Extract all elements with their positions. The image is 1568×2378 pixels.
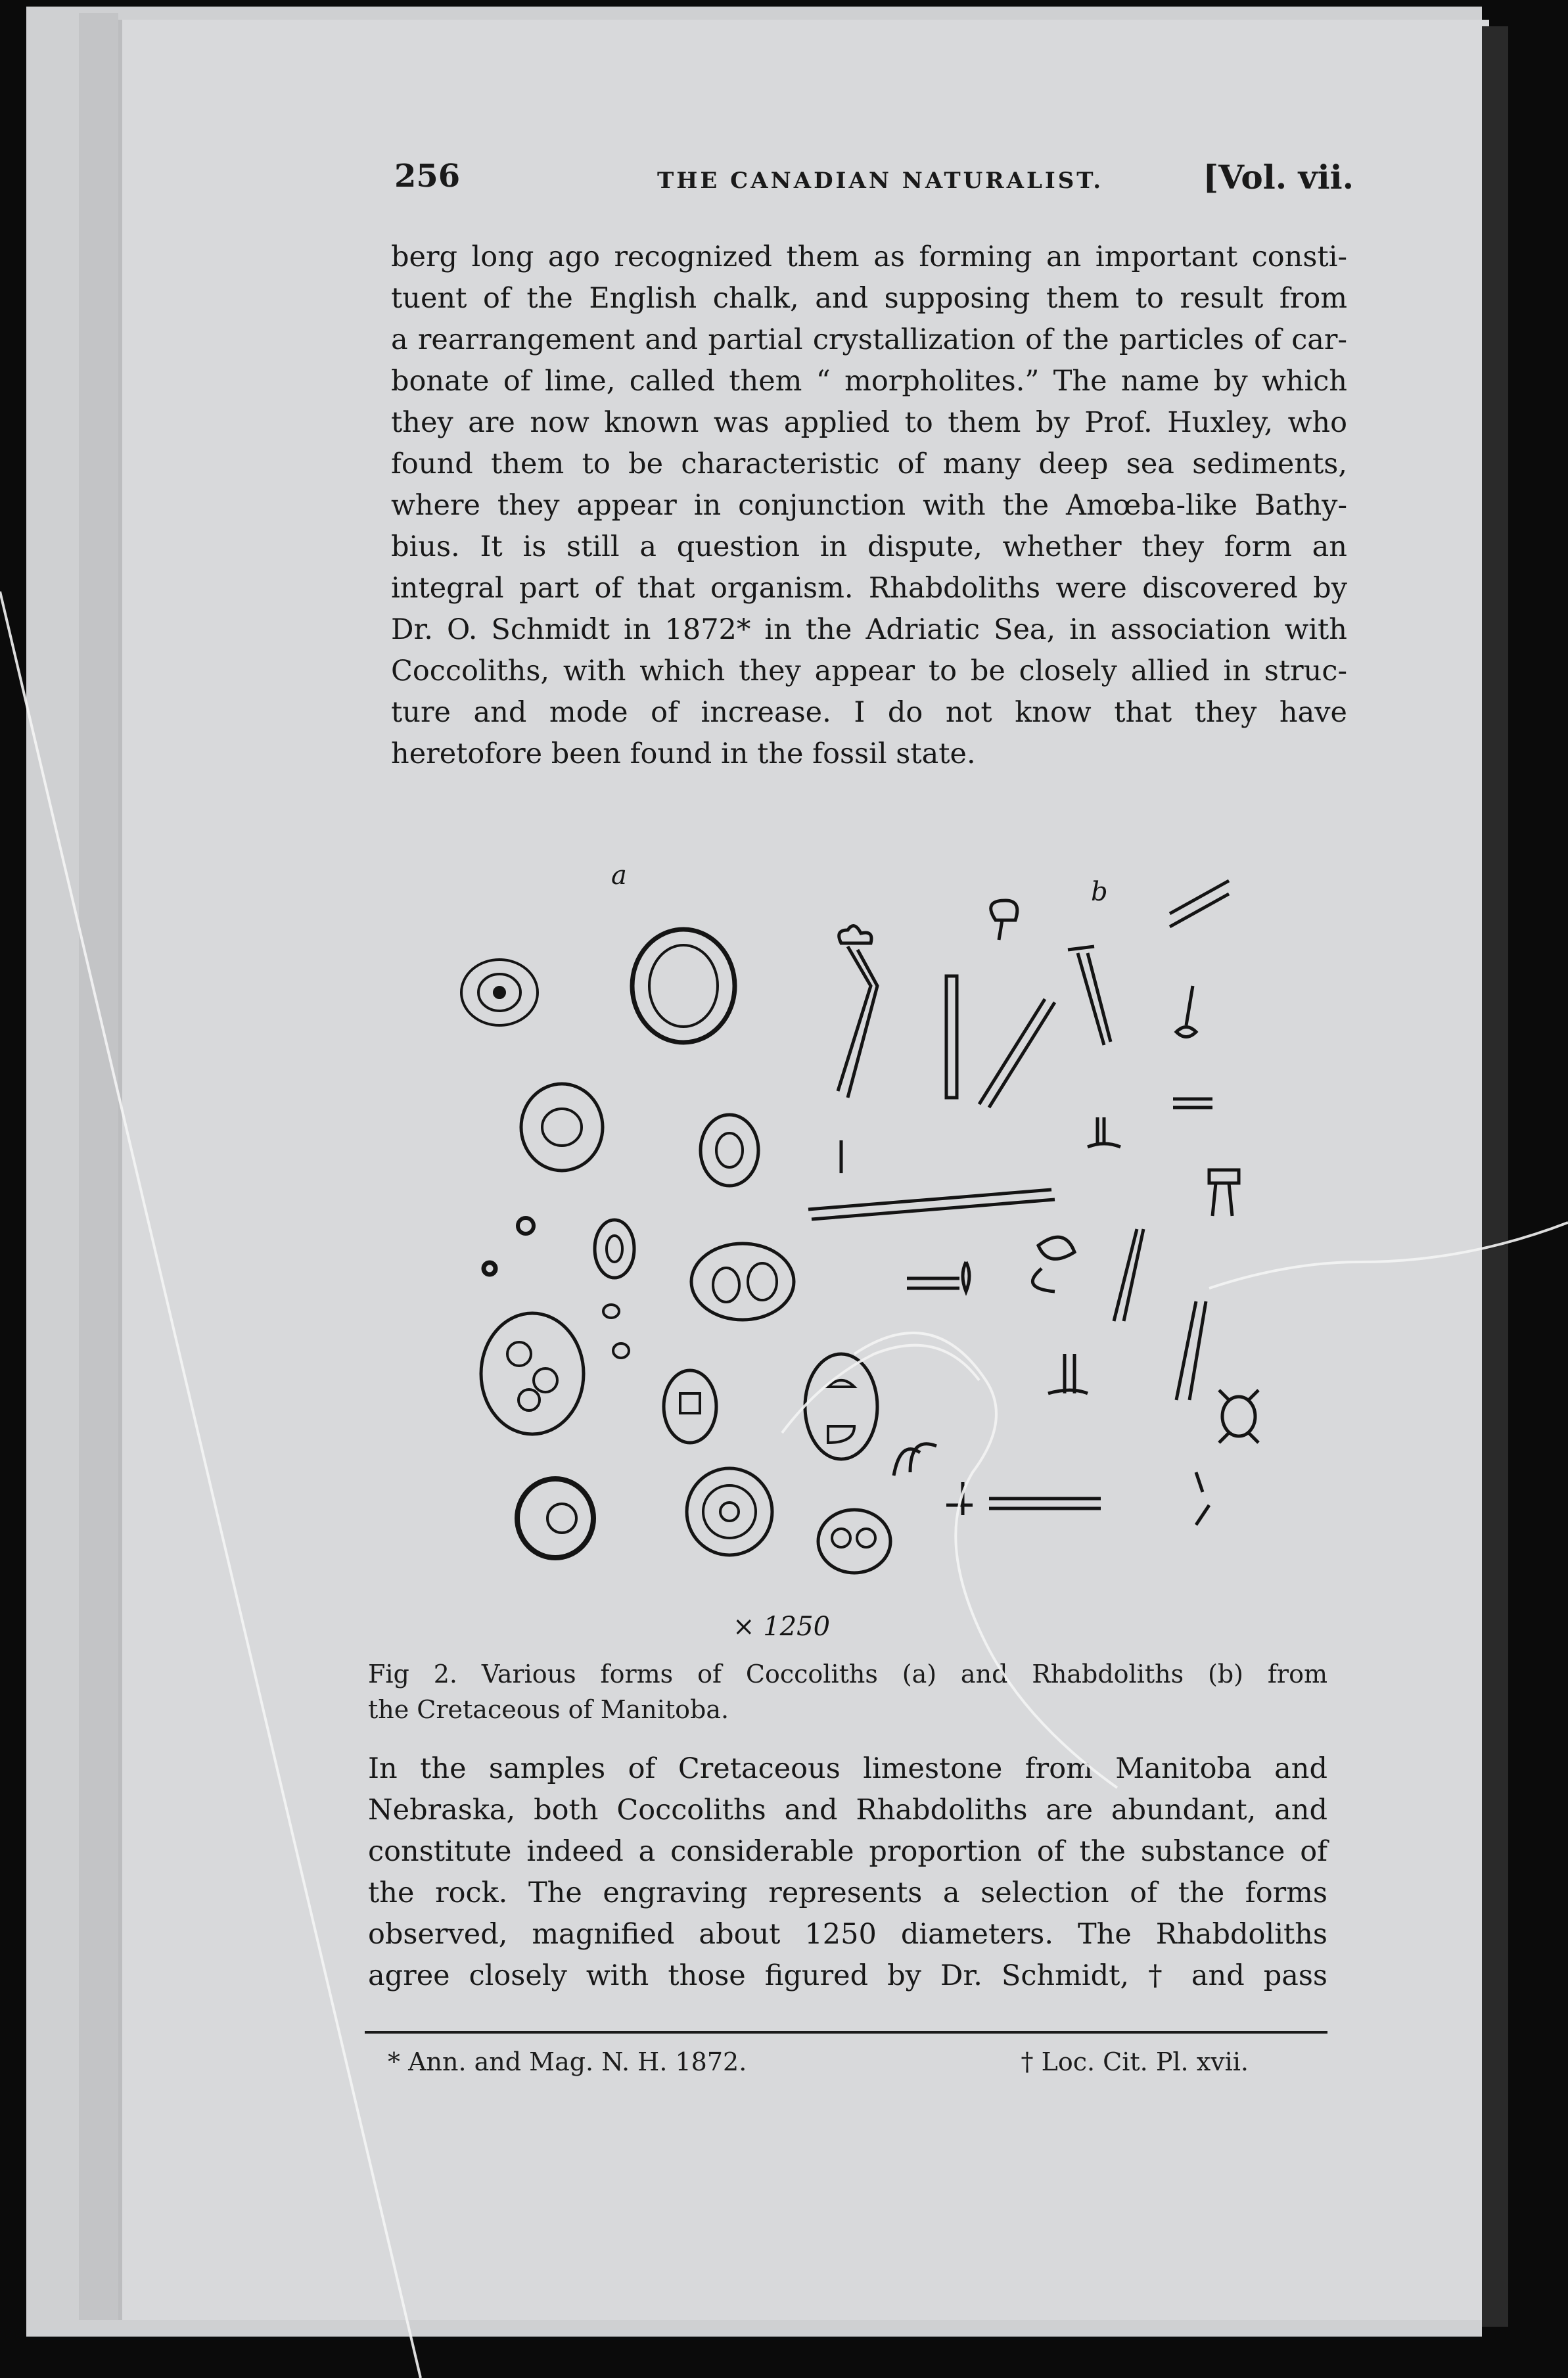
page-number: 256 bbox=[394, 158, 461, 195]
caption-line: the Cretaceous of Manitoba. bbox=[368, 1695, 729, 1724]
page-edge-strip bbox=[79, 13, 118, 2320]
footnote-right: † Loc. Cit. Pl. xvii. bbox=[1021, 2047, 1249, 2076]
text-line: Coccoliths, with which they appear to be closely allied in struc- bbox=[391, 655, 1347, 688]
caption-line: Fig 2. Various forms of Coccoliths (a) and Rhabdoliths (b) from bbox=[368, 1660, 1327, 1689]
text-line: heretofore been found in the fossil state. bbox=[391, 737, 976, 770]
text-line: they are now known was applied to them by Prof. Huxley, who bbox=[391, 406, 1347, 439]
figure-coccoliths-rhabdoliths bbox=[447, 854, 1301, 1663]
figure-label-a: a bbox=[611, 860, 627, 891]
figure-drawing bbox=[447, 854, 1301, 1663]
text-line: ture and mode of increase. I do not know that they have bbox=[391, 696, 1347, 729]
figure-caption bbox=[368, 1656, 1327, 1727]
text-line: tuent of the English chalk, and supposing them to result from bbox=[391, 282, 1347, 315]
text-line: integral part of that organism. Rhabdoliths were discovered by bbox=[391, 572, 1347, 605]
journal-title: THE CANADIAN NATURALIST. bbox=[657, 168, 1104, 194]
paragraph-1 bbox=[391, 237, 1347, 775]
coccolith-group bbox=[461, 929, 890, 1573]
text-line: a rearrangement and partial crystallization of the particles of car- bbox=[391, 323, 1347, 356]
footnotes bbox=[388, 2047, 1308, 2087]
paragraph-2 bbox=[368, 1748, 1327, 1997]
text-line: observed, magnified about 1250 diameters. The Rhabdoliths bbox=[368, 1918, 1327, 1951]
text-line: berg long ago recognized them as forming an important consti- bbox=[391, 241, 1347, 273]
book-spine-shadow bbox=[1482, 26, 1508, 2327]
magnification-label: × 1250 bbox=[733, 1612, 831, 1642]
text-line: found them to be characteristic of many deep sea sediments, bbox=[391, 448, 1347, 480]
text-line: In the samples of Cretaceous limestone from Manitoba and bbox=[368, 1752, 1327, 1785]
text-line: Dr. O. Schmidt in 1872* in the Adriatic Sea, in association with bbox=[391, 613, 1347, 646]
running-head bbox=[394, 158, 1354, 210]
footnote-rule bbox=[365, 2031, 1327, 2034]
text-line: constitute indeed a considerable proportion of the substance of bbox=[368, 1835, 1327, 1868]
footnote-left: * Ann. and Mag. N. H. 1872. bbox=[388, 2047, 747, 2076]
text-line: agree closely with those figured by Dr. Schmidt, † and pass bbox=[368, 1959, 1327, 1992]
text-line: bius. It is still a question in dispute, whether they form an bbox=[391, 530, 1347, 563]
text-line: the rock. The engraving represents a selection of the forms bbox=[368, 1877, 1327, 1909]
text-line: where they appear in conjunction with the Amœba-like Bathy- bbox=[391, 489, 1347, 522]
text-line: bonate of lime, called them “ morpholites.” The name by which bbox=[391, 365, 1347, 398]
volume-label: [Vol. vii. bbox=[1203, 158, 1354, 197]
figure-label-b: b bbox=[1091, 877, 1108, 907]
text-line: Nebraska, both Coccoliths and Rhabdoliths are abundant, and bbox=[368, 1794, 1327, 1827]
